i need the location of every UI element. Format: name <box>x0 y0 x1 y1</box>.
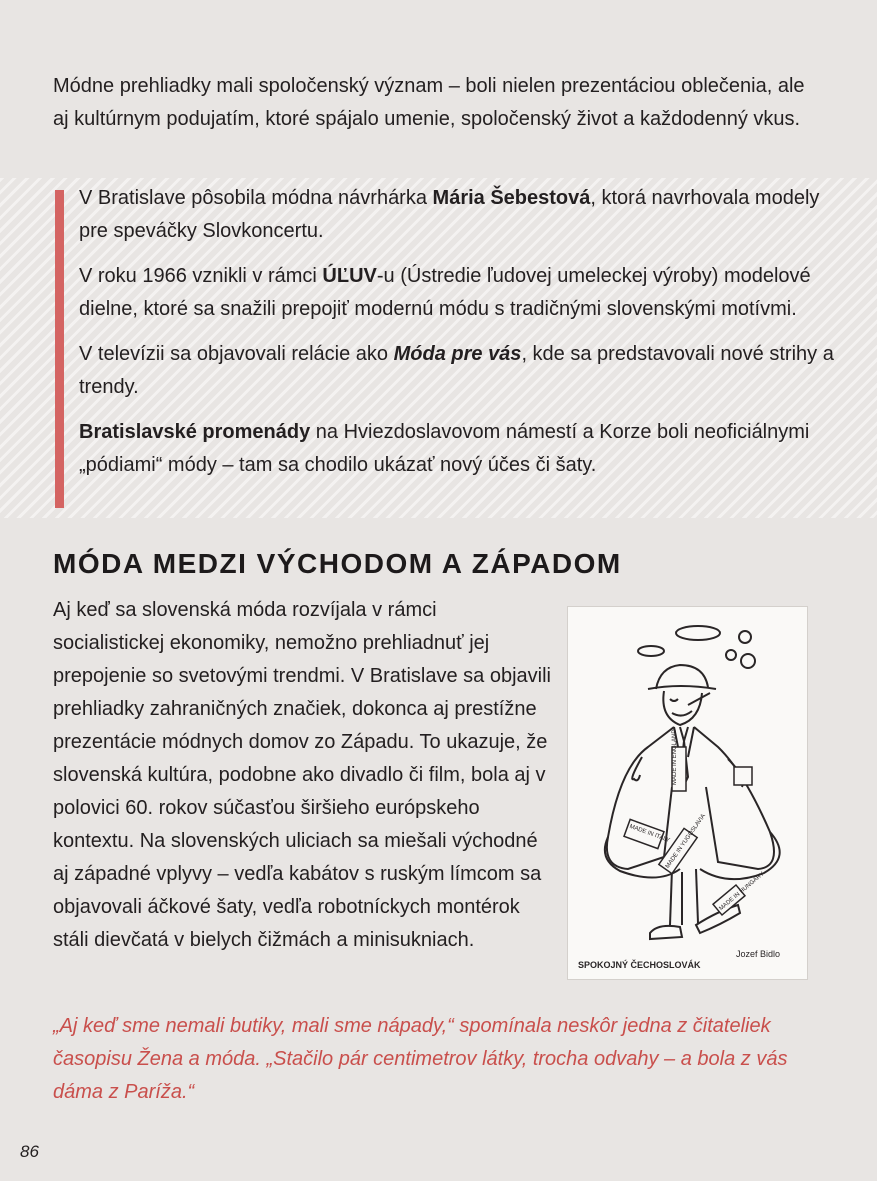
highlight-list <box>79 182 839 494</box>
highlight-tv: V televízii sa objavovali relácie ako Móda pre vás, kde sa predstavovali nové strihy a trendy. <box>79 343 834 398</box>
tag-hungary: MADE IN HUNGARY <box>718 871 766 913</box>
reader-quote: „Aj keď sme nemali butiky, mali sme nápady,“ spomínala neskôr jedna z čitateliek časopisu Žena a móda. „Stačilo pár centimetrov látky, trocha odvahy – a bola z vás dáma z Paríža.“ <box>53 1015 788 1103</box>
cartoon-image <box>567 606 808 980</box>
cartoon-caption: SPOKOJNÝ ČECHOSLOVÁK <box>578 960 701 970</box>
highlight-promenades: Bratislavské promenády na Hviezdoslavovom námestí a Korze boli neoficiálnymi „pódiami“ módy – tam sa chodilo ukázať nový účes či šaty. <box>79 421 810 476</box>
highlight-show-title: Móda pre vás <box>393 343 522 365</box>
highlight-name: Mária Šebestová <box>432 187 591 209</box>
highlight-uluv: V roku 1966 vznikli v rámci ÚĽUV-u (Ústredie ľudovej umeleckej výroby) modelové dielne, ktoré sa snažili prepojiť modernú módu s tradičnými slovenskými motívmi. <box>79 265 811 320</box>
section-body: Aj keď sa slovenská móda rozvíjala v rámci socialistickej ekonomiky, nemožno prehliadnuť jej prepojenie so svetovými trendmi. V Bratislave sa objavili prehliadky zahraničných značiek, dokonca aj prestížne prezentácie módnych domov zo Západu. To ukazuje, že slovenská kultúra, podobne ako divadlo či film, bola aj v polovici 60. rokov súčasťou širšieho európskeho kontextu. Na slovenských uliciach sa miešali východné aj západné vplyvy – vedľa kabátov s ruským límcom sa objavovali áčkové šaty, vedľa robotníckych montérok stáli dievčatá v bielych čižmách a minisukniach. <box>53 599 551 951</box>
cartoon-author: Jozef Bidlo <box>736 949 781 959</box>
intro-paragraph: Módne prehliadky mali spoločenský význam – boli nielen prezentáciou oblečenia, ale aj kultúrnym podujatím, ktoré spájalo umenie, spoločenský život a každodenný vkus. <box>53 75 805 130</box>
page-number: 86 <box>20 1142 39 1161</box>
section-heading: MÓDA MEDZI VÝCHODOM A ZÁPADOM <box>53 548 622 579</box>
highlight-uluv-abbr: ÚĽUV <box>322 265 377 287</box>
highlight-sebestova: V Bratislave pôsobila módna návrhárka Mária Šebestová, ktorá navrhovala modely pre speváčky Slovkoncertu. <box>79 187 820 242</box>
tag-yugoslavia: MADE IN YUGOSLAVIA <box>664 813 707 870</box>
tag-england: MADE IN ENGLAND <box>672 729 678 785</box>
highlight-accent-bar <box>55 190 64 508</box>
highlight-promenades-title: Bratislavské promenády <box>79 421 311 443</box>
cartoon-drawing <box>568 607 809 981</box>
tag-italy: MADE IN ITALY <box>628 823 671 844</box>
